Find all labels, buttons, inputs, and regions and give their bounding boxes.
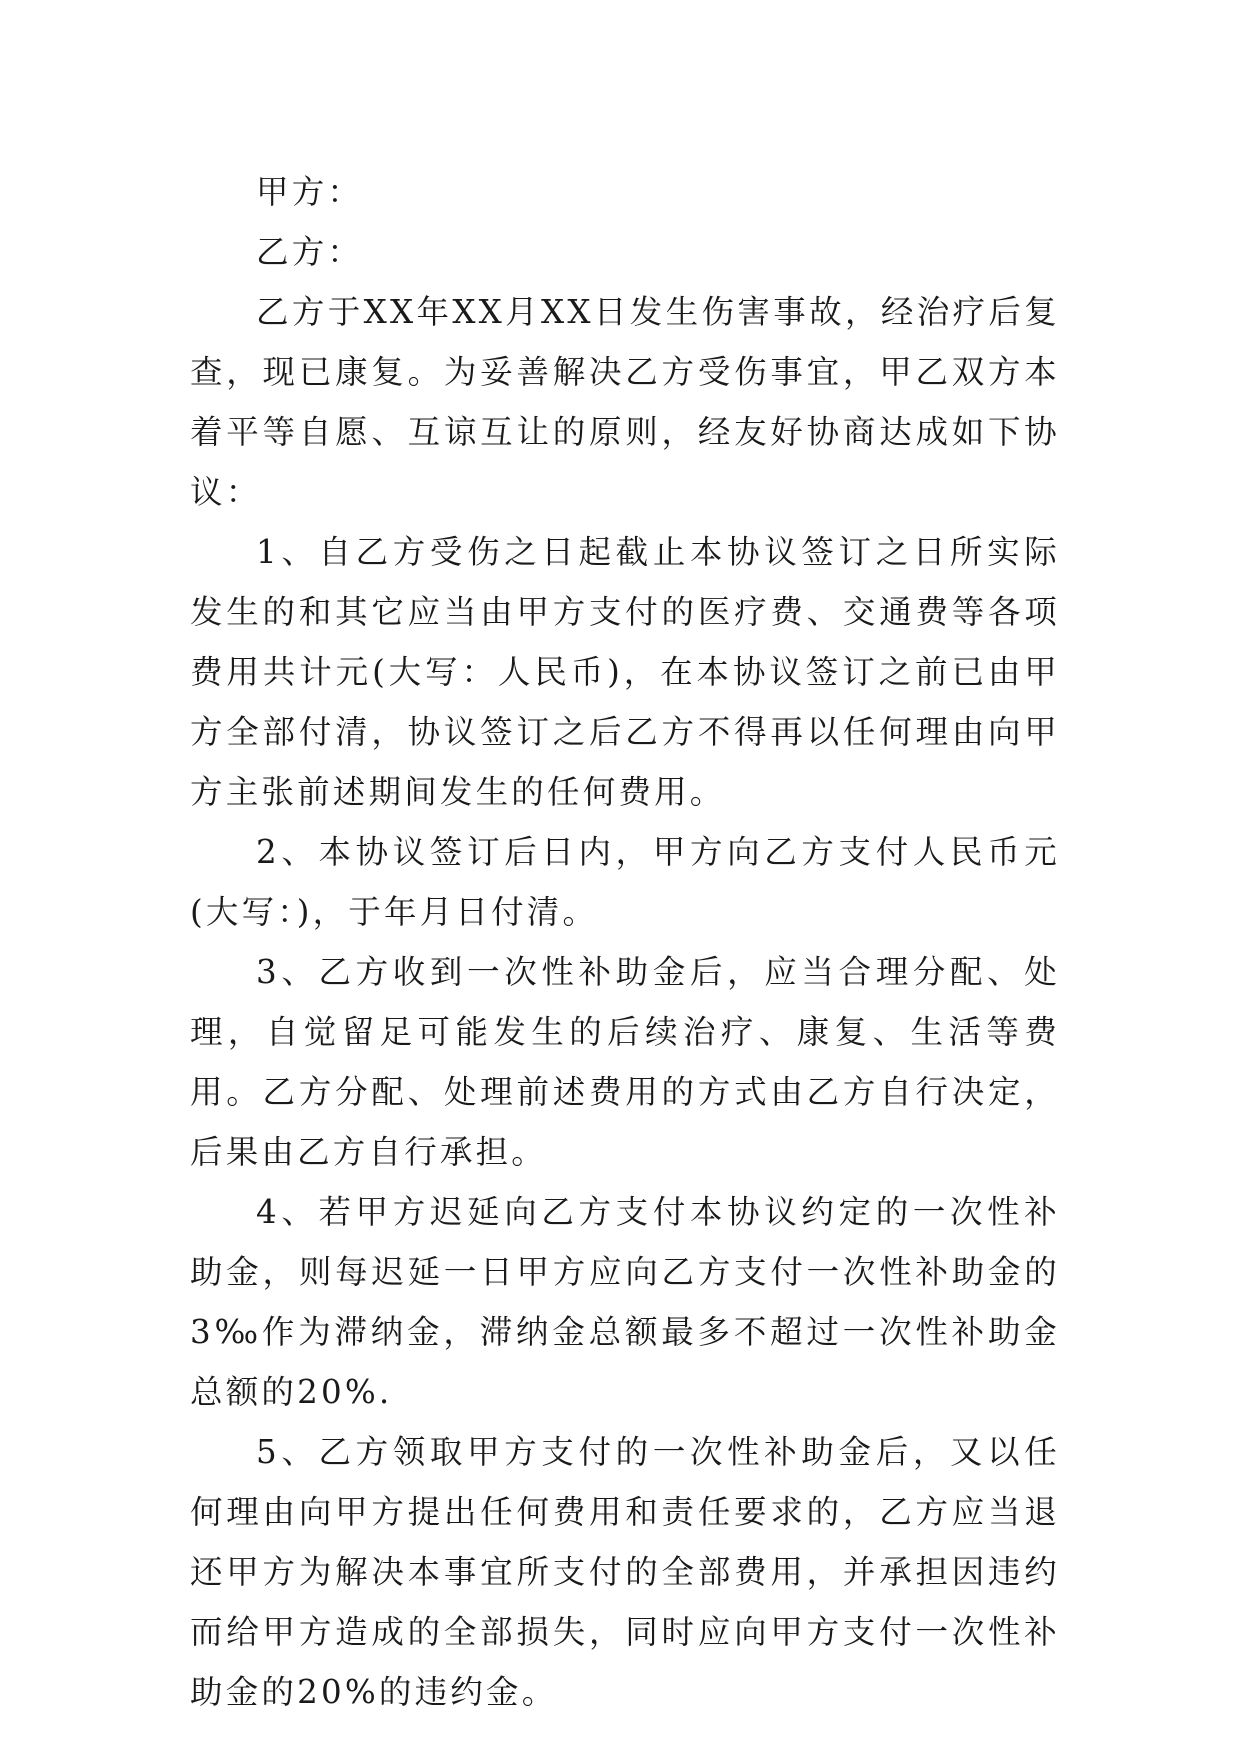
preamble-paragraph: 乙方于XX年XX月XX日发生伤害事故，经治疗后复查，现已康复。为妥善解决乙方受伤事宜，甲乙双方本着平等自愿、互谅互让的原则，经友好协商达成如下协议： bbox=[190, 293, 1060, 511]
party-a-line: 甲方： bbox=[256, 173, 364, 211]
clause-2-paragraph: 2、本协议签订后日内，甲方向乙方支付人民币元(大写：)，于年月日付清。 bbox=[190, 833, 1060, 931]
clause-4-paragraph: 4、若甲方迟延向乙方支付本协议约定的一次性补助金，则每迟延一日甲方应向乙方支付一次性补助金的3‰作为滞纳金，滞纳金总额最多不超过一次性补助金总额的20%. bbox=[190, 1193, 1060, 1411]
clause-1-paragraph: 1、自乙方受伤之日起截止本协议签订之日所实际发生的和其它应当由甲方支付的医疗费、交通费等各项费用共计元(大写：人民币)，在本协议签订之前已由甲方全部付清，协议签订之后乙方不得再以任何理由向甲方主张前述期间发生的任何费用。 bbox=[190, 533, 1060, 811]
clause-3-paragraph: 3、乙方收到一次性补助金后，应当合理分配、处理，自觉留足可能发生的后续治疗、康复、生活等费用。乙方分配、处理前述费用的方式由乙方自行决定，后果由乙方自行承担。 bbox=[190, 953, 1060, 1171]
clause-5-paragraph: 5、乙方领取甲方支付的一次性补助金后，又以任何理由向甲方提出任何费用和责任要求的，乙方应当退还甲方为解决本事宜所支付的全部费用，并承担因违约而给甲方造成的全部损失，同时应向甲方支付一次性补助金的20%的违约金。 bbox=[190, 1433, 1060, 1711]
document-body bbox=[190, 162, 1060, 1722]
party-b-line: 乙方： bbox=[256, 233, 364, 271]
